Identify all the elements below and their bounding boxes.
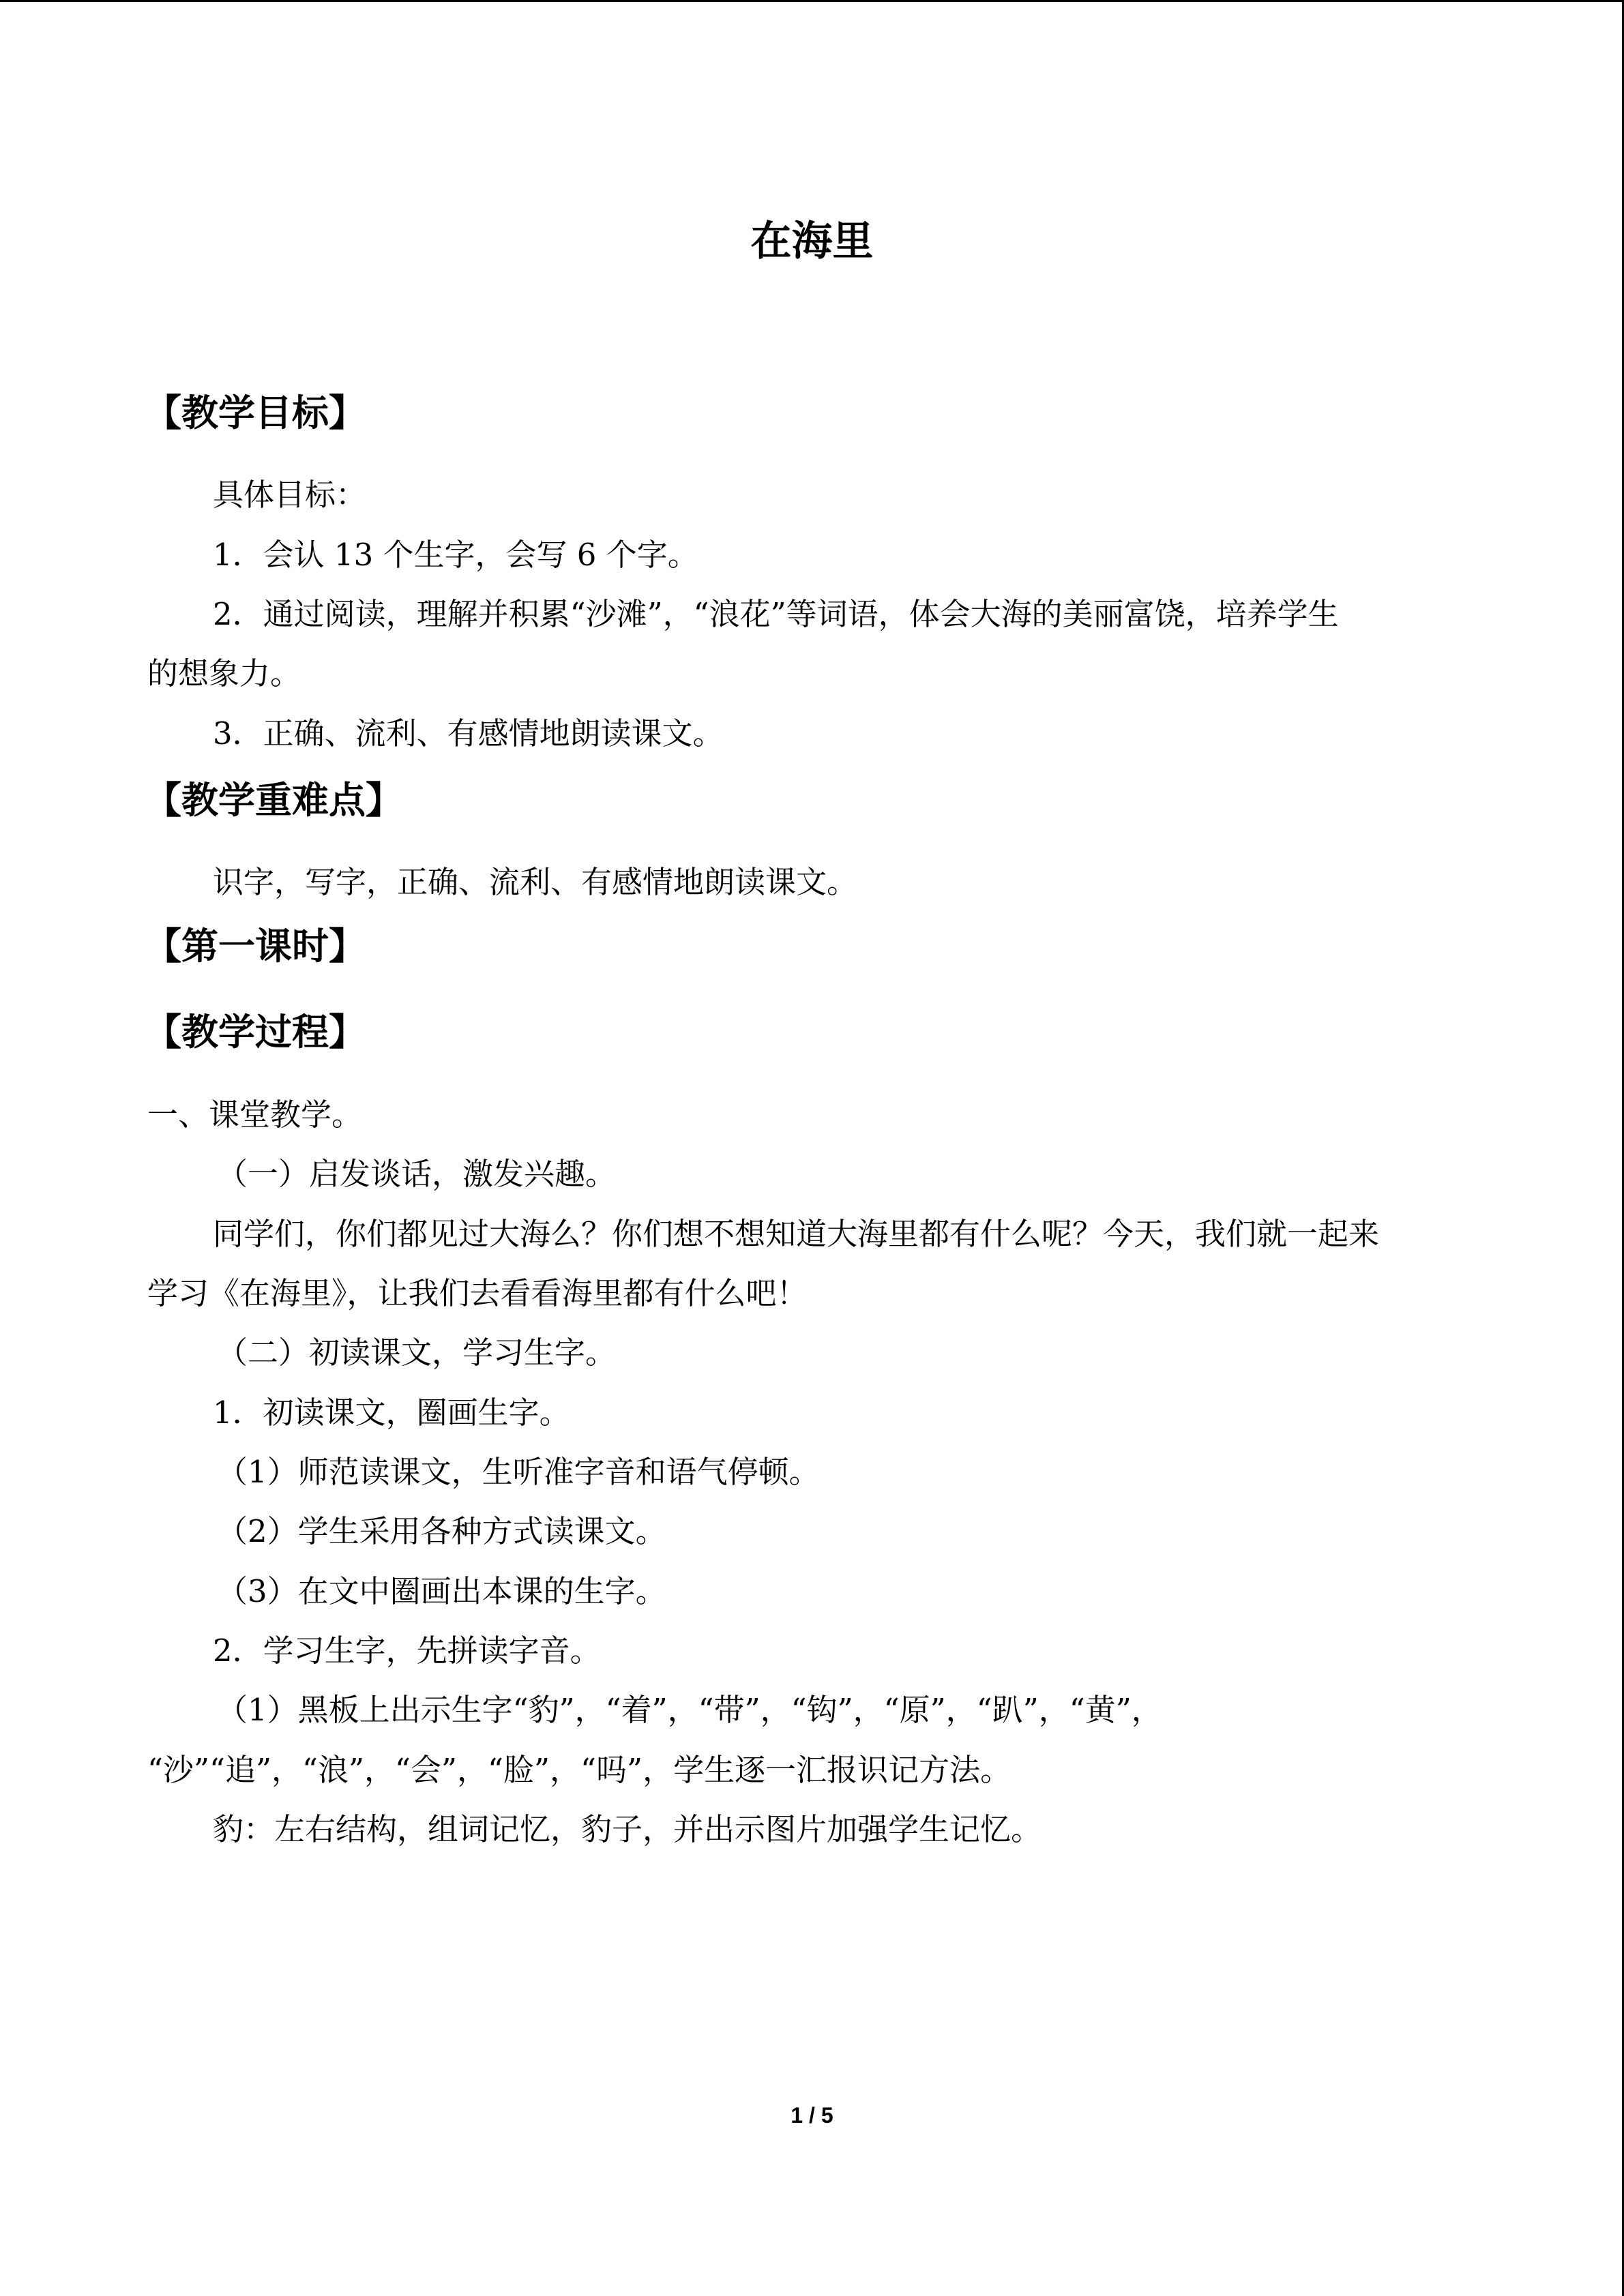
page-border-top <box>0 0 1624 2</box>
goals-item-2-line-1: 2．通过阅读，理解并积累“沙滩”，“浪花”等词语，体会大海的美丽富饶，培养学生 <box>213 596 1339 632</box>
heading-key-points: 【教学重难点】 <box>145 779 402 822</box>
process-step-1: （一）启发谈话，激发兴趣。 <box>217 1156 617 1192</box>
heading-teaching-goals: 【教学目标】 <box>145 391 366 434</box>
process-step-1-text-line-2: 学习《在海里》，让我们去看看海里都有什么吧！ <box>147 1275 808 1311</box>
process-sub-1-b: （2）学生采用各种方式读课文。 <box>217 1513 666 1549</box>
process-sub-2: 2．学习生字，先拼读字音。 <box>213 1632 601 1669</box>
process-sub-1: 1．初读课文，圈画生字。 <box>213 1395 570 1431</box>
process-sub-2-a-line-1: （1）黑板上出示生字“豹”，“着”，“带”，“钩”，“原”，“趴”，“黄”， <box>217 1692 1162 1728</box>
key-points-text: 识字，写字，正确、流利、有感情地朗读课文。 <box>213 864 858 900</box>
process-sub-1-c: （3）在文中圈画出本课的生字。 <box>217 1573 666 1609</box>
page-number: 1 / 5 <box>791 2103 833 2128</box>
process-sub-2-b: 豹：左右结构，组词记忆，豹子，并出示图片加强学生记忆。 <box>213 1811 1042 1847</box>
process-part-1: 一、课堂教学。 <box>147 1097 363 1133</box>
heading-first-lesson: 【第一课时】 <box>145 925 366 968</box>
goals-item-1: 1．会认 13 个生字，会写 6 个字。 <box>213 537 698 573</box>
goals-intro: 具体目标： <box>213 477 367 513</box>
process-step-2: （二）初读课文，学习生字。 <box>217 1335 617 1371</box>
page-title: 在海里 <box>750 218 874 265</box>
process-step-1-text-line-1: 同学们，你们都见过大海么？你们想不想知道大海里都有什么呢？今天，我们就一起来 <box>213 1216 1380 1252</box>
process-sub-1-a: （1）师范读课文，生听准字音和语气停顿。 <box>217 1454 820 1490</box>
goals-item-2-line-2: 的想象力。 <box>147 655 301 691</box>
heading-teaching-process: 【教学过程】 <box>145 1011 366 1054</box>
process-sub-2-a-line-2: “沙”“追”，“浪”，“会”，“脸”，“吗”，学生逐一汇报识记方法。 <box>147 1752 1012 1788</box>
goals-item-3: 3．正确、流利、有感情地朗读课文。 <box>213 715 724 751</box>
